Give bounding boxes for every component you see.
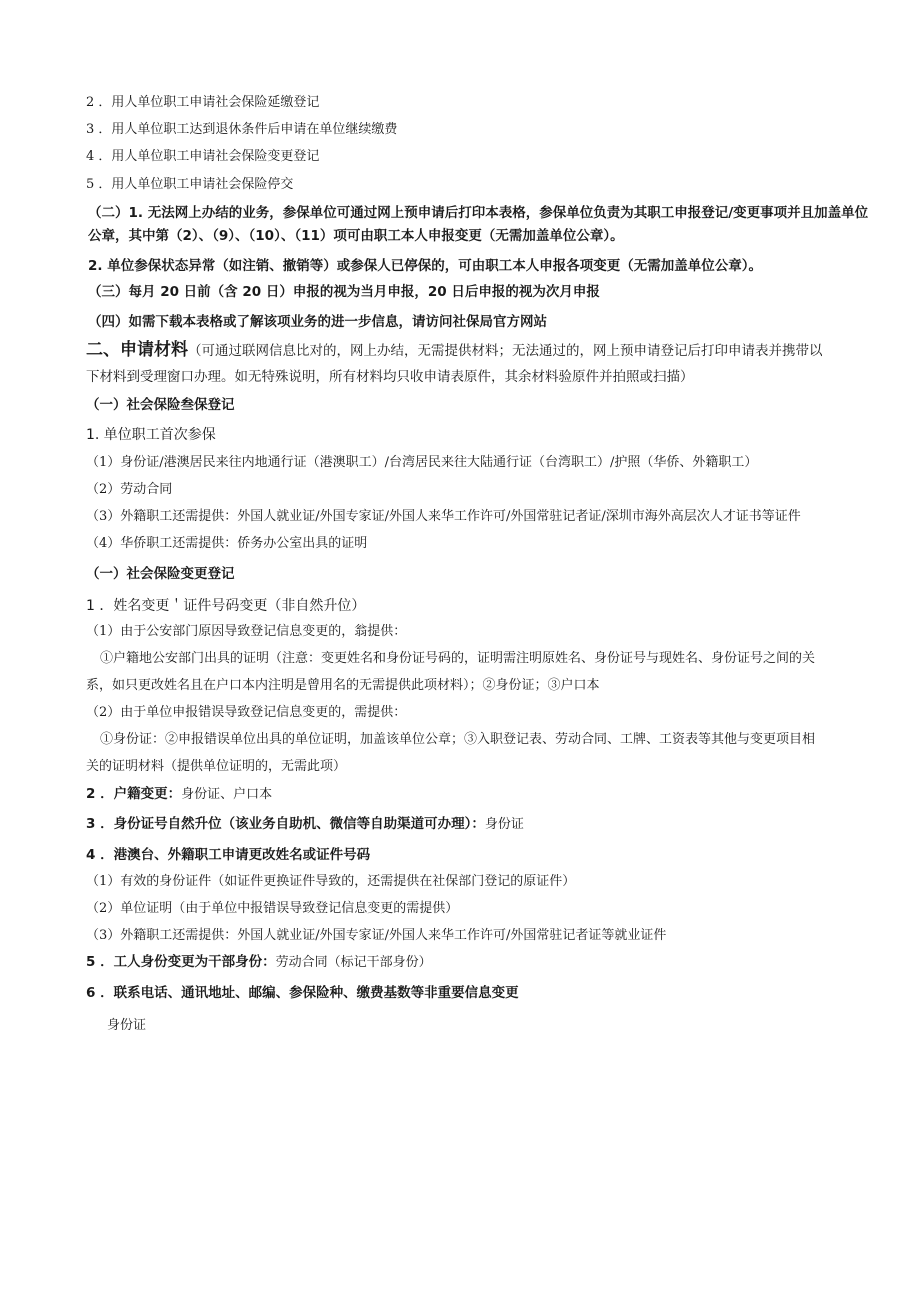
list-item-4: 4 ．用人单位职工申请社会保险变更登记 xyxy=(86,149,320,164)
change-item-5-value: 劳动合同（标记干部身份） xyxy=(275,955,432,970)
subsection-1-item-2: （2）劳动合同 xyxy=(86,482,173,497)
change-item-4-sub-3: （3）外籍职工还需提供：外国人就业证/外国专家证/外国人来华工作许可/外国常驻记者证等就业证件 xyxy=(86,928,667,943)
subsection-1-title: （一）社会保险叁保登记 xyxy=(86,397,235,413)
subsection-1-item-title: 1. 单位职工首次参保 xyxy=(86,427,216,443)
change-item-5 xyxy=(86,953,876,972)
change-item-3-label: 3 ．身份证号自然升位（该业务自助机、微信等自助渠道可办理）： xyxy=(86,816,485,832)
change-item-1-a: （1）由于公安部门原因导致登记信息变更的，翁提供： xyxy=(86,624,407,639)
change-item-3 xyxy=(86,815,876,834)
subsection-1-item-4: （4）华侨职工还需提供：侨务办公室出具的证明 xyxy=(86,536,368,551)
subsection-2-title: （一）社会保险变更登记 xyxy=(86,566,235,582)
change-item-2 xyxy=(86,785,876,804)
change-item-3-value: 身份证 xyxy=(484,817,524,832)
list-item-2: 2 ．用人单位职工申请社会保险延缴登记 xyxy=(86,95,320,110)
change-item-1-b-line-2: 关的证明材料（提供单位证明的，无需此项） xyxy=(86,759,347,774)
list-item-5: 5 ．用人单位职工申请社会保险停交 xyxy=(86,177,294,192)
list-item-3: 3 ．用人单位职工达到退休条件后申请在单位继续缴费 xyxy=(86,122,398,137)
change-item-6-value: 身份证 xyxy=(107,1018,147,1033)
note-3: （三）每月 20 日前（含 20 日）申报的视为当月申报，20 日后申报的视为次月申报 xyxy=(88,284,600,300)
note-4: （四）如需下载本表格或了解该项业务的进一步信息，请访问社保局官方网站 xyxy=(88,314,547,330)
change-item-4-title: 4 ．港澳台、外籍职工申请更改姓名或证件号码 xyxy=(86,847,371,863)
section-2-desc-1: （可通过联网信息比对的，网上办结，无需提供材料；无法通过的，网上预申请登记后打印申请表并携带以 xyxy=(188,343,823,359)
section-2-desc-2: 下材料到受理窗口办理。如无特殊说明，所有材料均只收申请表原件，其余材料验原件并拍照或扫描） xyxy=(86,369,694,385)
change-item-1-title: 1 ．姓名变更＇证件号码变更（非自然升位） xyxy=(86,598,366,614)
section-2-title: 二、申请材料 xyxy=(86,340,188,360)
change-item-2-value: 身份证、户口本 xyxy=(181,787,273,802)
change-item-5-label: 5 ．工人身份变更为干部身份： xyxy=(86,954,276,970)
subsection-1-item-1: （1）身份证/港澳居民来往内地通行证（港澳职工）/台湾居民来往大陆通行证（台湾职工）/护照（华侨、外籍职工） xyxy=(86,455,758,470)
change-item-1-b-line-1: ①身份证：②申报错误单位出具的单位证明，加盖该单位公章；③入职登记表、劳动合同、工牌、工资表等其他与变更项目相 xyxy=(100,732,816,747)
change-item-1-a-line-2: 系，如只更改姓名且在户口本内注明是曾用名的无需提供此项材料）；②身份证；③户口本 xyxy=(86,678,600,693)
note-2-paragraph-1: （二）1. 无法网上办结的业务，参保单位可通过网上预申请后打印本表格，参保单位负责为其职工申报登记/变更事项并且加盖单位公章，其中第（2）、（9）、（10）、（11）项可由职工本人申报变更（无需加盖单位公章）。 xyxy=(88,205,869,244)
subsection-1-item-3: （3）外籍职工还需提供：外国人就业证/外国专家证/外国人来华工作许可/外国常驻记者证/深圳市海外高层次人才证书等证件 xyxy=(86,509,801,524)
change-item-6-title: 6 ．联系电话、通讯地址、邮编、参保险种、缴费基数等非重要信息变更 xyxy=(86,985,519,1001)
section-2-heading-line xyxy=(86,338,876,364)
change-item-4-sub-1: （1）有效的身份证件（如证件更换证件导致的，还需提供在社保部门登记的原证件） xyxy=(86,874,576,889)
change-item-2-label: 2 ．户籍变更： xyxy=(86,786,182,802)
change-item-1-b: （2）由于单位申报错误导致登记信息变更的，需提供： xyxy=(86,705,407,720)
change-item-1-a-line-1: ①户籍地公安部门出具的证明（注意：变更姓名和身份证号码的，证明需注明原姓名、身份证号与现姓名、身份证号之间的关 xyxy=(100,651,816,666)
note-2-paragraph-2: 2. 单位参保状态异常（如注销、撤销等）或参保人已停保的，可由职工本人申报各项变更（无需加盖单位公章）。 xyxy=(88,258,762,274)
change-item-4-sub-2: （2）单位证明（由于单位中报错误导致登记信息变更的需提供） xyxy=(86,901,459,916)
